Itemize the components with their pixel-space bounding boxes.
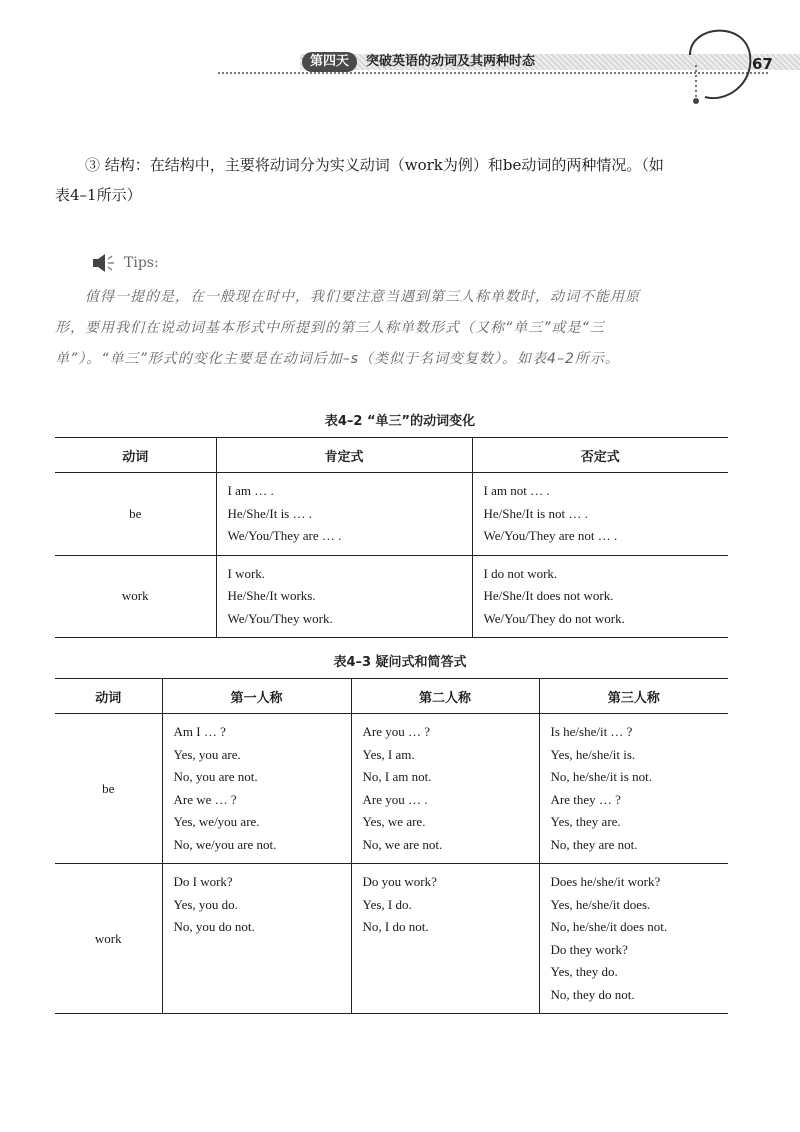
cell-line: He/She/It works. xyxy=(227,588,316,603)
cell-line: Am I … ? xyxy=(173,724,226,739)
verb-cell: work xyxy=(121,588,149,604)
cell-line: Are you … ? xyxy=(362,724,431,739)
cell-line: Are we … ? xyxy=(173,791,237,807)
verb-cell: be xyxy=(55,714,162,864)
cell-line: We/You/They are not … . xyxy=(483,528,618,543)
third-person-cell xyxy=(539,864,728,1014)
cell-line: Yes, he/she/it does. xyxy=(550,896,651,912)
cell-line: He/She/It is not … . xyxy=(483,505,588,521)
table-row xyxy=(55,714,728,864)
column-header: 肯定式 xyxy=(216,438,472,473)
paragraph-line: ③ 结构：在结构中，主要将动词分为实义动词（work为例）和be动词的两种情况。（如 xyxy=(85,156,664,174)
first-person-cell xyxy=(162,714,351,864)
cell-line: No, you are not. xyxy=(173,769,258,784)
cell-line: We/You/They do not work. xyxy=(483,610,625,626)
cell-line: I am … . xyxy=(227,483,274,498)
cell-line: Are they … ? xyxy=(550,791,621,807)
cell-line: I am not … . xyxy=(483,483,550,498)
tips-label: Tips: xyxy=(124,255,159,271)
verb-cell: be xyxy=(55,473,216,556)
column-header: 动词 xyxy=(55,679,162,714)
cell-line: No, he/she/it is not. xyxy=(550,769,652,784)
cell-line: Yes, we are. xyxy=(362,814,426,829)
third-person-cell xyxy=(539,714,728,864)
cell-line: Are you … . xyxy=(362,791,428,807)
cell-line: No, you do not. xyxy=(173,919,255,934)
negative-cell xyxy=(472,555,728,638)
cell-line: Is he/she/it … ? xyxy=(550,724,633,739)
table-row xyxy=(55,473,728,556)
table-row xyxy=(55,864,728,1014)
table-header-row xyxy=(55,679,728,714)
cell-line: No, they are not. xyxy=(550,836,638,852)
structure-paragraph xyxy=(55,150,735,210)
second-person-cell xyxy=(351,714,539,864)
affirmative-cell xyxy=(216,473,472,556)
column-header: 第一人称 xyxy=(162,679,351,714)
cell-line: No, I do not. xyxy=(362,919,429,934)
column-header: 动词 xyxy=(55,438,216,473)
cell-line: He/She/It is … . xyxy=(227,505,312,521)
cell-line: Yes, I do. xyxy=(362,896,412,912)
cell-line: Yes, you do. xyxy=(173,896,238,912)
page-number: 67 xyxy=(752,55,773,73)
tips-heading xyxy=(90,248,159,278)
second-person-cell xyxy=(351,864,539,1014)
column-header: 否定式 xyxy=(472,438,728,473)
cell-line: He/She/It does not work. xyxy=(483,588,614,603)
paragraph-line: 表4–1所示） xyxy=(55,186,142,204)
table-4-3 xyxy=(55,678,728,1014)
cell-line: We/You/They work. xyxy=(227,610,333,626)
day-badge: 第四天 xyxy=(302,52,357,72)
cell-line: Yes, you are. xyxy=(173,746,241,762)
cell-line: No, I am not. xyxy=(362,769,432,784)
decorative-swirl xyxy=(650,25,770,125)
chapter-title: 突破英语的动词及其两种时态 xyxy=(366,54,536,69)
speaker-icon xyxy=(90,251,118,275)
affirmative-cell xyxy=(216,555,472,638)
column-header: 第三人称 xyxy=(539,679,728,714)
negative-cell xyxy=(472,473,728,556)
table-4-2-caption: 表4–2 “单三”的动词变化 xyxy=(324,414,476,429)
cell-line: Do I work? xyxy=(173,874,233,889)
cell-line: Yes, they are. xyxy=(550,814,621,829)
table-4-2 xyxy=(55,437,728,638)
cell-line: I work. xyxy=(227,565,266,581)
table-row xyxy=(55,555,728,638)
tips-line: 单”）。“单三”形式的变化主要是在动词后加–s（类似于名词变复数）。如表4–2所示。 xyxy=(55,351,620,367)
cell-line: No, he/she/it does not. xyxy=(550,919,668,934)
first-person-cell xyxy=(162,864,351,1014)
cell-line: We/You/They are … . xyxy=(227,528,342,543)
tips-line: 形，要用我们在说动词基本形式中所提到的第三人称单数形式（又称“单三”或是“三 xyxy=(55,320,605,336)
cell-line: Yes, I am. xyxy=(362,746,415,762)
cell-line: Do you work? xyxy=(362,874,437,889)
table-4-3-caption: 表4–3 疑问式和简答式 xyxy=(333,655,467,670)
cell-line: Yes, he/she/it is. xyxy=(550,746,636,762)
cell-line: Do they work? xyxy=(550,941,628,957)
cell-line: No, they do not. xyxy=(550,986,635,1002)
tips-body xyxy=(55,282,735,375)
cell-line: Does he/she/it work? xyxy=(550,874,661,889)
cell-line: No, we are not. xyxy=(362,836,443,852)
cell-line: I do not work. xyxy=(483,565,558,581)
tips-line: 值得一提的是，在一般现在时中，我们要注意当遇到第三人称单数时，动词不能用原 xyxy=(85,289,640,305)
cell-line: No, we/you are not. xyxy=(173,836,277,852)
table-header-row xyxy=(55,438,728,473)
column-header: 第二人称 xyxy=(351,679,539,714)
cell-line: Yes, they do. xyxy=(550,964,618,979)
verb-cell: work xyxy=(94,930,122,946)
cell-line: Yes, we/you are. xyxy=(173,814,260,829)
